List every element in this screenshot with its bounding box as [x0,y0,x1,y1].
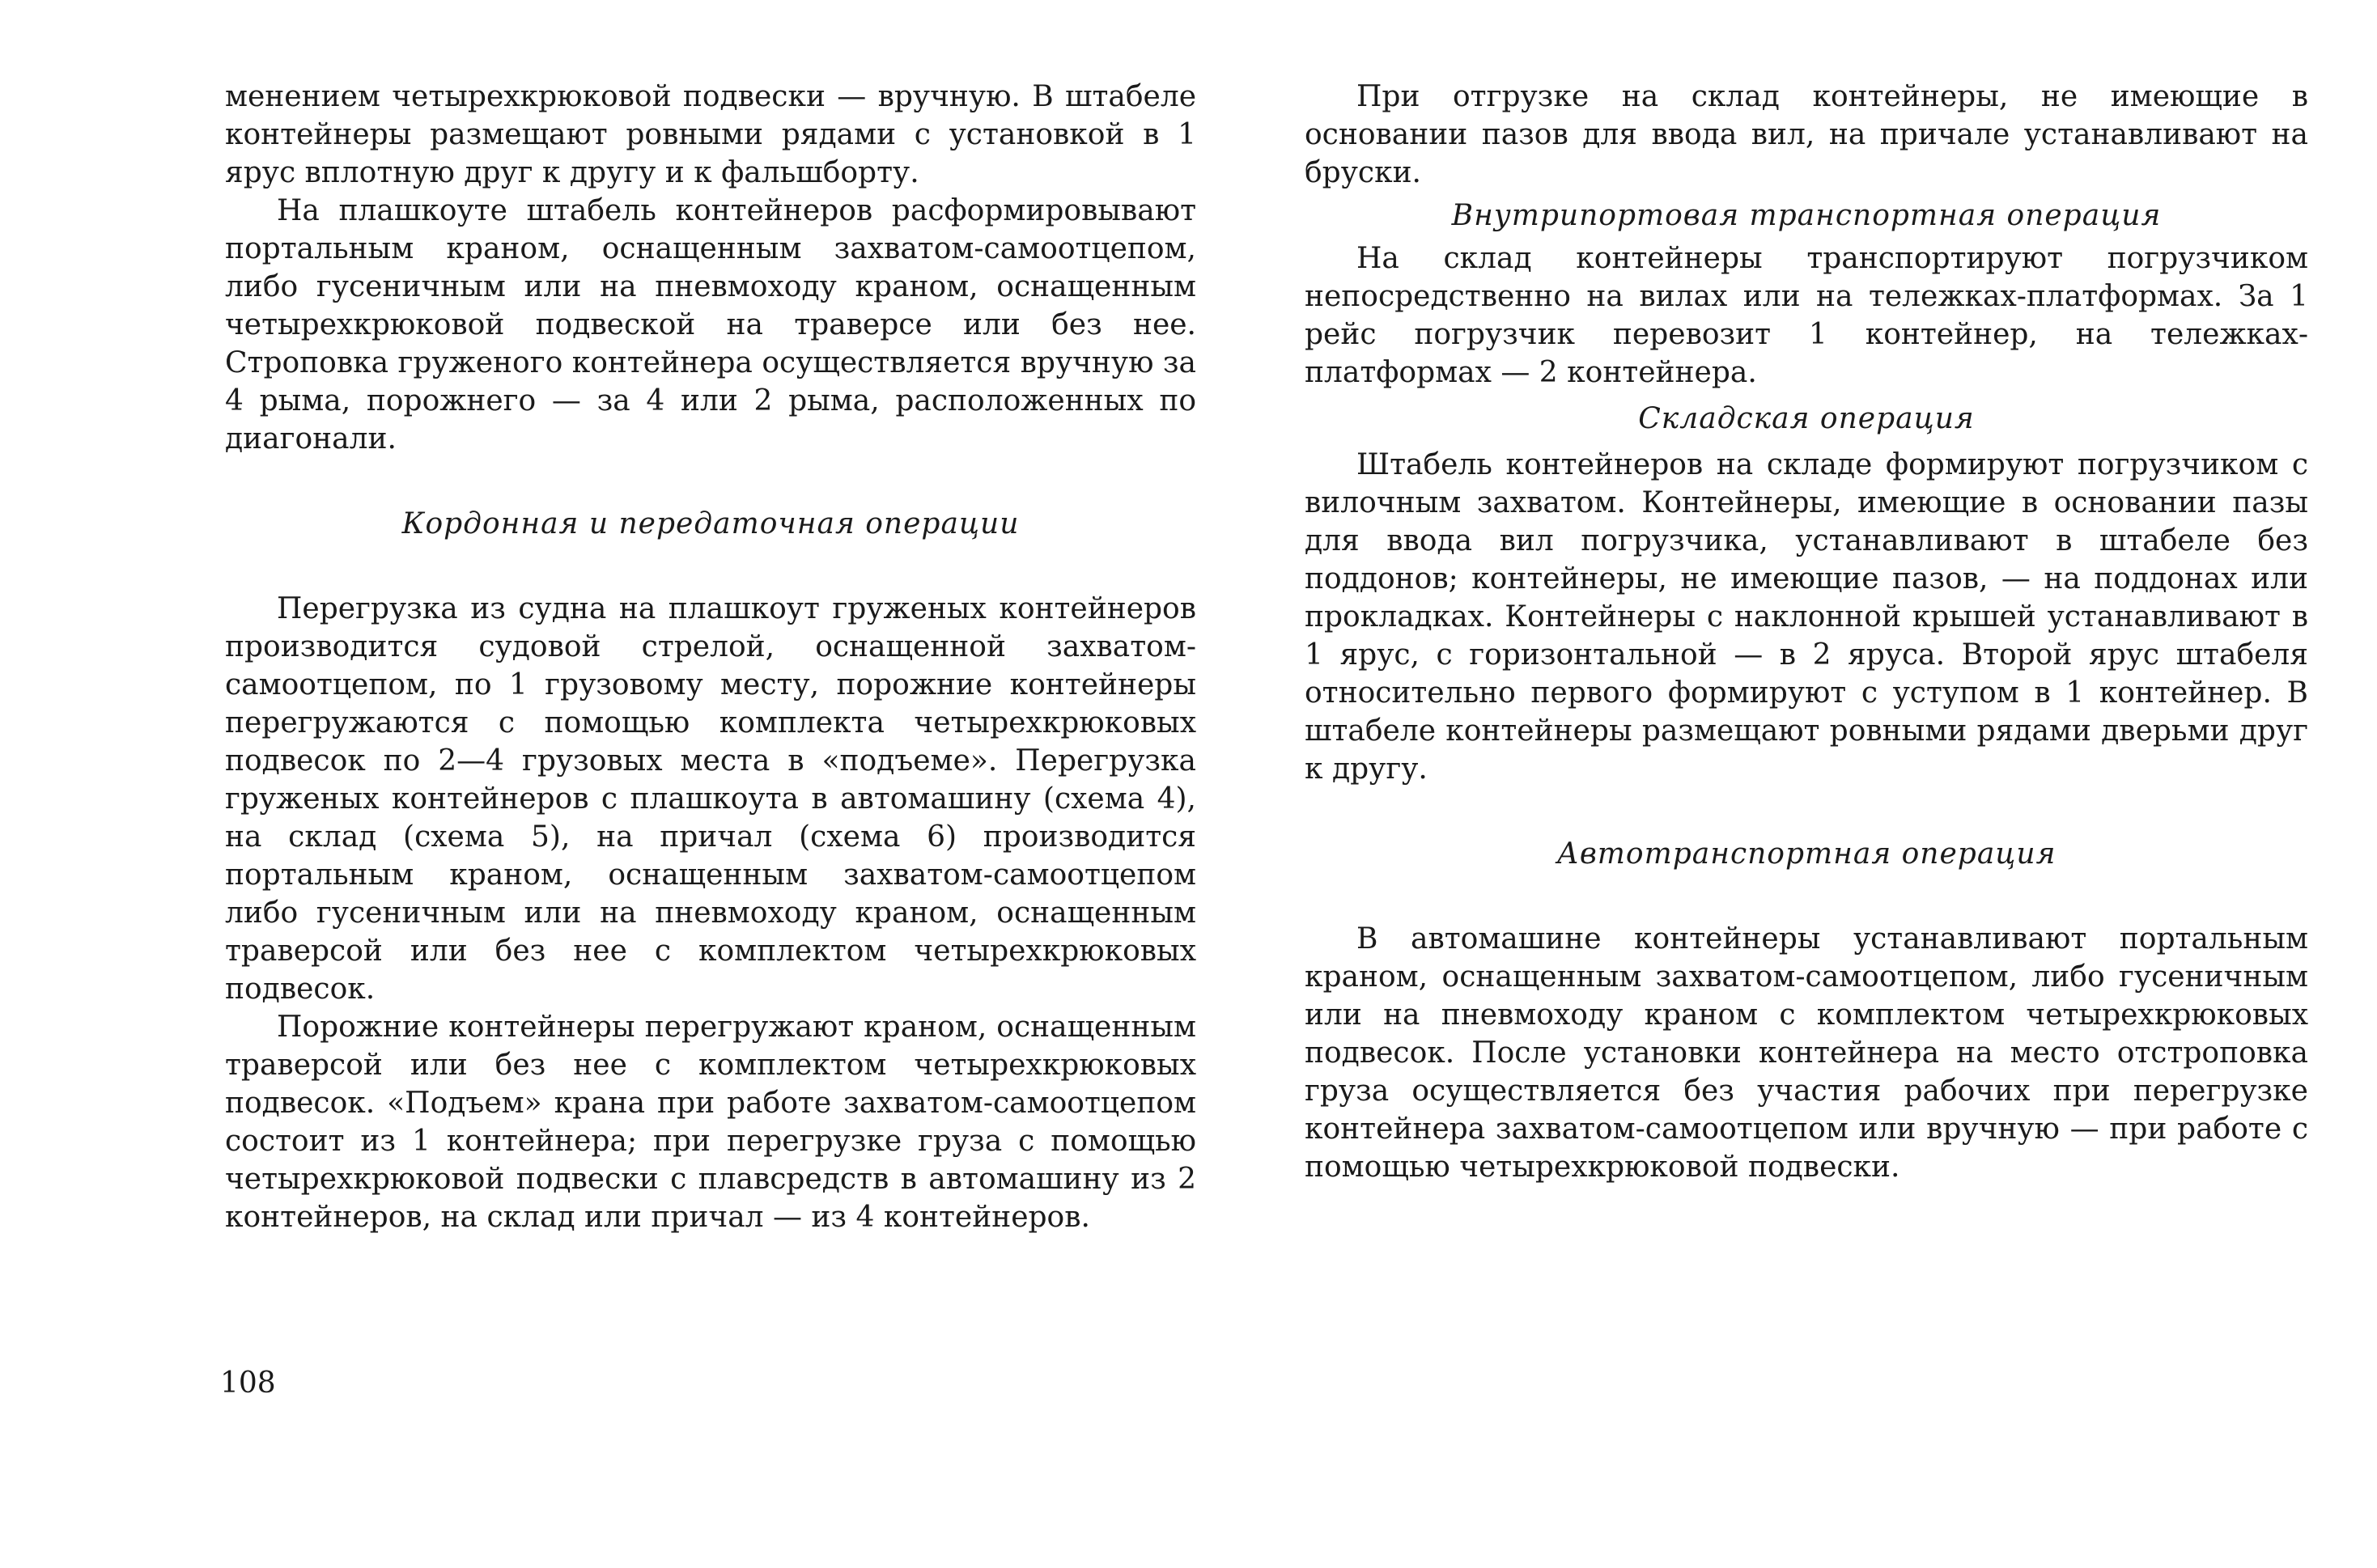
right-paragraph-2: На склад контейнеры транспортируют погрузчиком непосредственно на вилах или на тележках-платформах. За 1 рейс погрузчик перевозит 1 контейнер, на тележках-платформах — 2 контейнера. [1305,242,2308,389]
right-page [1305,78,2308,1186]
right-paragraph-1: При отгрузке на склад контейнеры, не имеющие в основании пазов для ввода вил, на причале устанавливают на бруски. [1305,80,2308,189]
left-paragraph-2: На плашкоуте штабель контейнеров расформировывают портальным краном, оснащенным захватом-самоотцепом, либо гусеничным или на пневмоходу краном, оснащенным четырехкрюковой подвеской на траверсе или без нее. Строповка груженого контейнера осуществляется вручную за 4 рыма, порожнего — за 4 или 2 рыма, расположенных по диагонали. [225,194,1196,456]
left-page [225,78,1196,1236]
left-paragraph-4: Порожние контейнеры перегружают краном, оснащенным траверсой или без нее с комплектом четырехкрюковых подвесок. «Подъем» крана при работе захватом-самоотцепом состоит из 1 контейнера; при перегрузке груза с помощью четырехкрюковой подвески с плавсредств в автомашину из 2 контейнеров, на склад или причал — из 4 контейнеров. [225,1011,1196,1234]
left-text-block [225,78,1196,1236]
section-heading-warehouse: Складская операция [1638,402,1975,435]
page-number: 108 [220,1367,276,1400]
section-heading-auto-transport: Автотранспортная операция [1556,837,2057,871]
section-heading-cordon-transfer: Кордонная и передаточная операции [401,507,1020,540]
right-text-block [1305,78,2308,1186]
left-paragraph-3: Перегрузка из судна на плашкоут груженых контейнеров производится судовой стрелой, оснащенной захватом-самоотцепом, по 1 грузовому месту, порожние контейнеры перегружаются с помощью комплекта четырехкрюковых подвесок по 2—4 грузовых места в «подъеме». Перегрузка груженых контейнеров с плашкоута в автомашину (схема 4), на склад (схема 5), на причал (схема 6) производится портальным краном, оснащенным захватом-самоотцепом либо гусеничным или на пневмоходу краном, оснащенным траверсой или без нее с комплектом четырехкрюковых подвесок. [225,592,1196,1006]
right-paragraph-3: Штабель контейнеров на складе формируют погрузчиком с вилочным захватом. Контейнеры, имеющие в основании пазы для ввода вил погрузчика, устанавливают в штабеле без поддонов; контейнеры, не имеющие пазов, — на поддонах или прокладках. Контейнеры с наклонной крышей устанавливают в 1 ярус, с горизонтальной — в 2 яруса. Второй ярус штабеля относительно первого формируют с уступом в 1 контейнер. В штабеле контейнеры размещают ровными рядами дверьми друг к другу. [1305,448,2308,786]
right-paragraph-4: В автомашине контейнеры устанавливают портальным краном, оснащенным захватом-самоотцепом, либо гусеничным или на пневмоходу краном с комплектом четырехкрюковых подвесок. После установки контейнера на место отстроповка груза осуществляется без участия рабочих при перегрузке контейнера захватом-самоотцепом или вручную — при работе с помощью четырехкрюковой подвески. [1305,922,2308,1184]
section-heading-intraport-transport: Внутрипортовая транспортная операция [1451,199,2162,232]
left-paragraph-1: менением четырехкрюковой подвески — вручную. В штабеле контейнеры размещают ровными рядами с установкой в 1 ярус вплотную друг к другу и к фальшборту. [225,80,1196,189]
